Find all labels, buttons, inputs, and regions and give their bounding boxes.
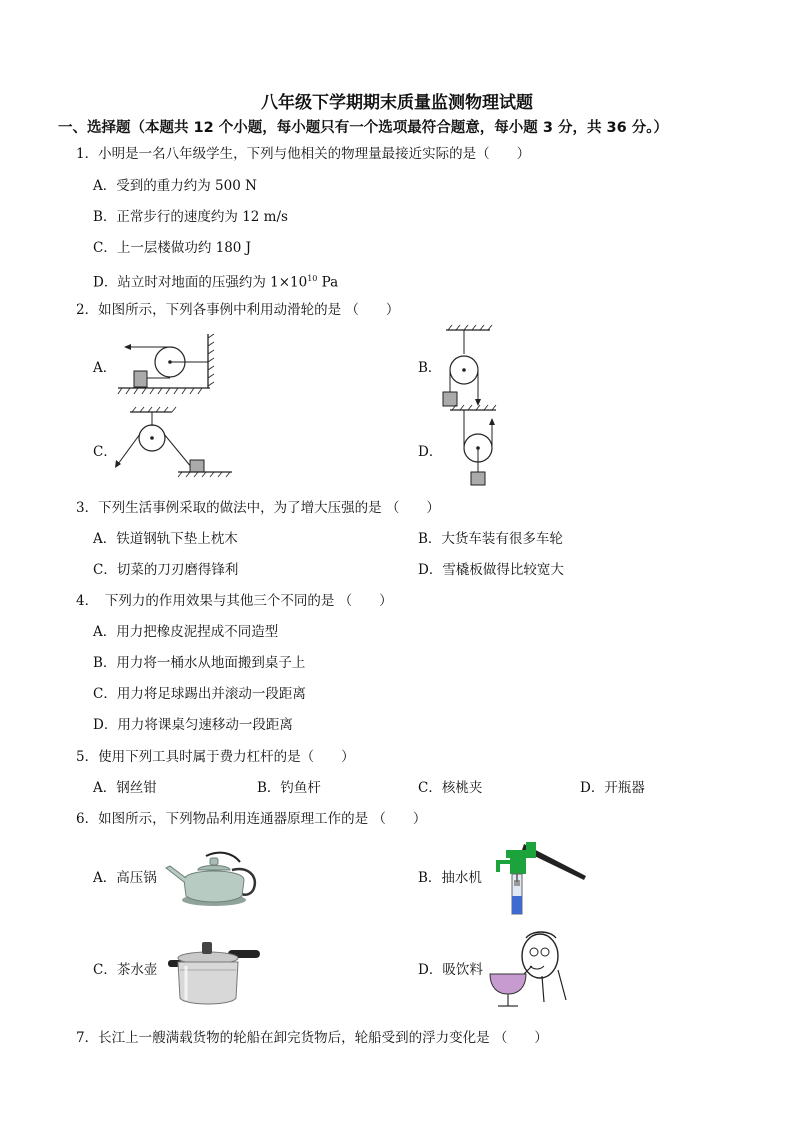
pressure-cooker-image [166,936,262,1008]
q1-option-d-unit: Pa [317,274,339,291]
q6-option-b: B．抽水机 [418,870,482,886]
drinking-straw-image [482,930,574,1010]
q1-option-d-text: D．站立时对地面的压强约为 1×10 [93,274,308,291]
q4-stem: 4． 下列力的作用效果与其他三个不同的是 （ ） [76,593,393,609]
q3-option-c: C．切菜的刀刃磨得锋利 [93,562,239,578]
q4-option-c: C．用力将足球踢出并滚动一段距离 [93,686,306,702]
q2-option-b: B． [418,360,442,376]
q2-option-a: A． [93,360,117,376]
q5-option-b: B．钓鱼杆 [257,780,321,796]
q3-stem: 3．下列生活事例采取的做法中，为了增大压强的是 （ ） [76,500,440,516]
q4-option-b: B．用力将一桶水从地面搬到桌子上 [93,655,306,671]
q2-option-d: D． [418,444,443,460]
q3-option-d: D．雪橇板做得比较宽大 [418,562,564,578]
q7-stem: 7．长江上一艘满载货物的轮船在卸完货物后，轮船受到的浮力变化是 （ ） [76,1030,548,1046]
pulley-figure-c [110,406,240,478]
q3-option-b: B．大货车装有很多车轮 [418,531,563,547]
q4-option-a: A．用力把橡皮泥捏成不同造型 [93,624,279,640]
q5-option-c: C．核桃夹 [418,780,483,796]
q4-option-d: D．用力将课桌匀速移动一段距离 [93,717,293,733]
q6-stem: 6．如图所示，下列物品利用连通器原理工作的是 （ ） [76,811,427,827]
page-title: 八年级下学期期末质量监测物理试题 [261,93,533,113]
water-pump-image [490,840,590,918]
q1-option-d-exponent: 10 [307,274,318,283]
q6-option-c: C．茶水壶 [93,962,158,978]
section-heading: 一、选择题（本题共 12 个小题，每小题只有一个选项最符合题意，每小题 3 分，共 36 分。） [58,120,668,136]
q2-option-c: C． [93,444,117,460]
q6-option-a: A．高压锅 [93,870,157,886]
q5-option-a: A．钢丝钳 [93,780,157,796]
teapot-image [162,850,270,914]
pulley-figure-a [118,330,228,400]
q1-option-c: C．上一层楼做功约 180 J [93,240,252,256]
pulley-figure-b [438,324,498,410]
q5-stem: 5．使用下列工具时属于费力杠杆的是（ ） [76,749,355,765]
pulley-figure-d [446,404,506,490]
q1-option-a: A．受到的重力约为 500 N [93,178,257,194]
q5-option-d: D．开瓶器 [580,780,645,796]
q2-stem: 2．如图所示，下列各事例中利用动滑轮的是 （ ） [76,302,400,318]
q6-option-d: D．吸饮料 [418,962,483,978]
q1-option-d [93,271,338,291]
q3-option-a: A．铁道钢轨下垫上枕木 [93,531,238,547]
q1-stem: 1．小明是一名八年级学生，下列与他相关的物理量最接近实际的是（ ） [76,146,531,162]
q1-option-b: B．正常步行的速度约为 12 m/s [93,209,288,225]
